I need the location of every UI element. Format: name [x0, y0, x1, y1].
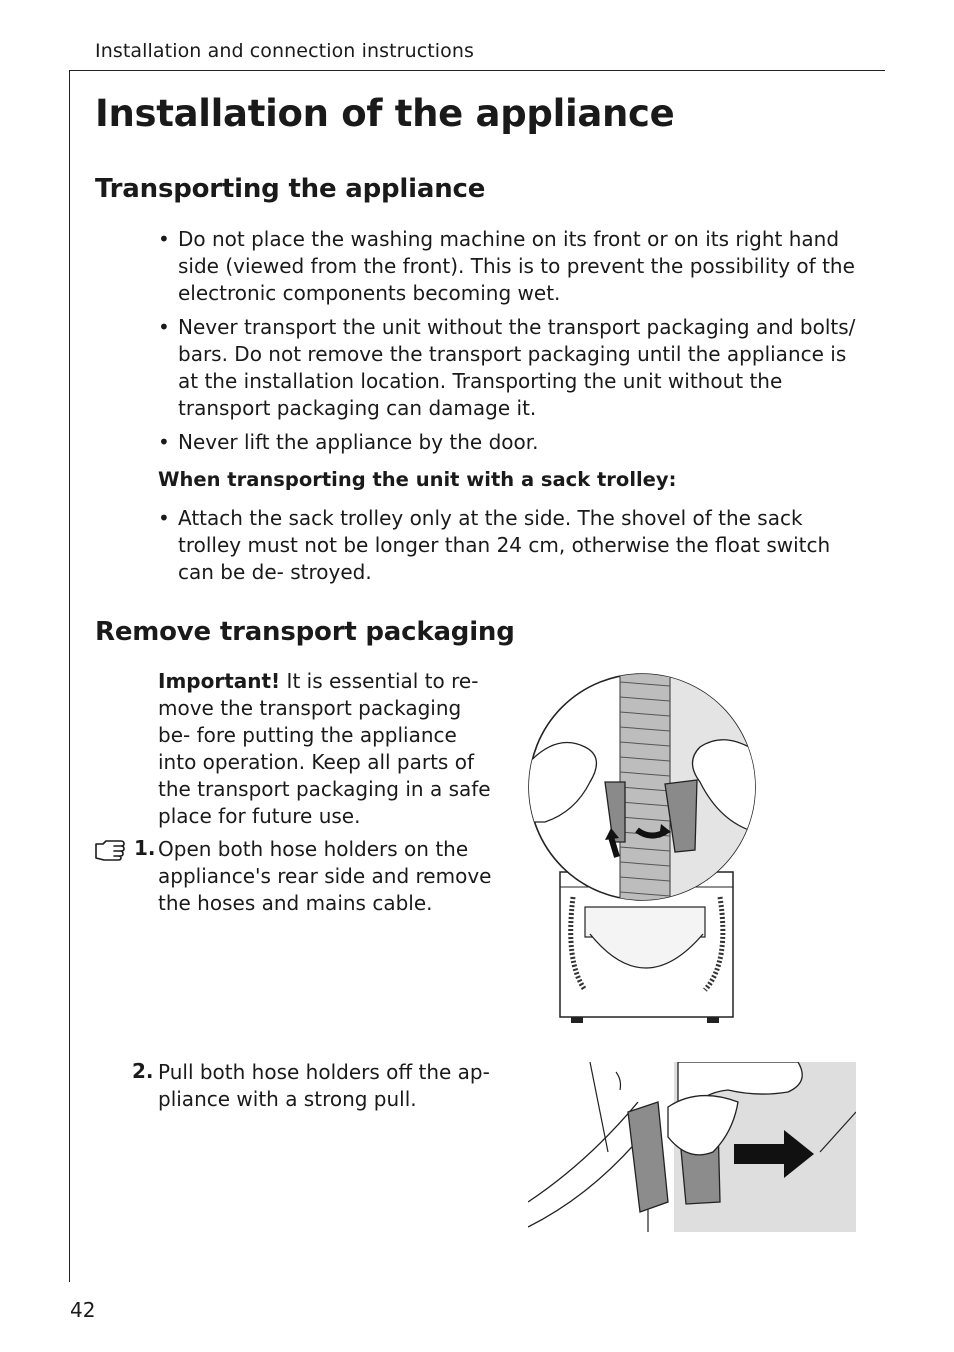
important-text: It is essential to re- move the transport packaging be- fore putting the appliance into operation. Keep all parts of the transport packaging in a safe place for future use. — [158, 669, 491, 828]
step-text: Open both hose holders on the appliance's rear side and remove the hoses and mains cable. — [158, 837, 492, 915]
margin-rule — [69, 70, 70, 1282]
step-text: Pull both hose holders off the ap- pliance with a strong pull. — [158, 1060, 490, 1111]
page-title: Installation of the appliance — [95, 92, 675, 135]
important-label: Important! — [158, 669, 281, 693]
sack-trolley-subheading: When transporting the unit with a sack trolley: — [158, 468, 677, 491]
running-header: Installation and connection instructions — [95, 40, 475, 62]
section-title-remove-packaging: Remove transport packaging — [95, 617, 515, 647]
list-item: • Attach the sack trolley only at the side. The shovel of the sack trolley must not be longer than 24 cm, otherwise the float switch can be de- stroyed. — [158, 505, 868, 586]
step-number: 2. — [132, 1059, 154, 1083]
hose-holder-removal-illustration — [528, 1062, 856, 1234]
step-number: 1. — [134, 836, 156, 860]
header-rule — [70, 70, 885, 71]
section-title-transporting: Transporting the appliance — [95, 174, 486, 204]
sack-trolley-bullet-list — [158, 505, 868, 593]
pointing-hand-icon — [94, 838, 126, 862]
hose-holder-open-illustration — [525, 672, 770, 1027]
list-item: • Never lift the appliance by the door. — [158, 429, 868, 456]
important-note — [158, 668, 498, 830]
transport-bullet-list — [158, 226, 868, 463]
list-item: • Do not place the washing machine on its front or on its right hand side (viewed from the front). This is to prevent the possibility of the electronic components becoming wet. — [158, 226, 868, 307]
list-item: • Never transport the unit without the transport packaging and bolts/ bars. Do not remove the transport packaging until the appliance is at the installation location. Transporting the unit without the transport packaging can damage it. — [158, 314, 868, 422]
page-number: 42 — [70, 1298, 96, 1322]
